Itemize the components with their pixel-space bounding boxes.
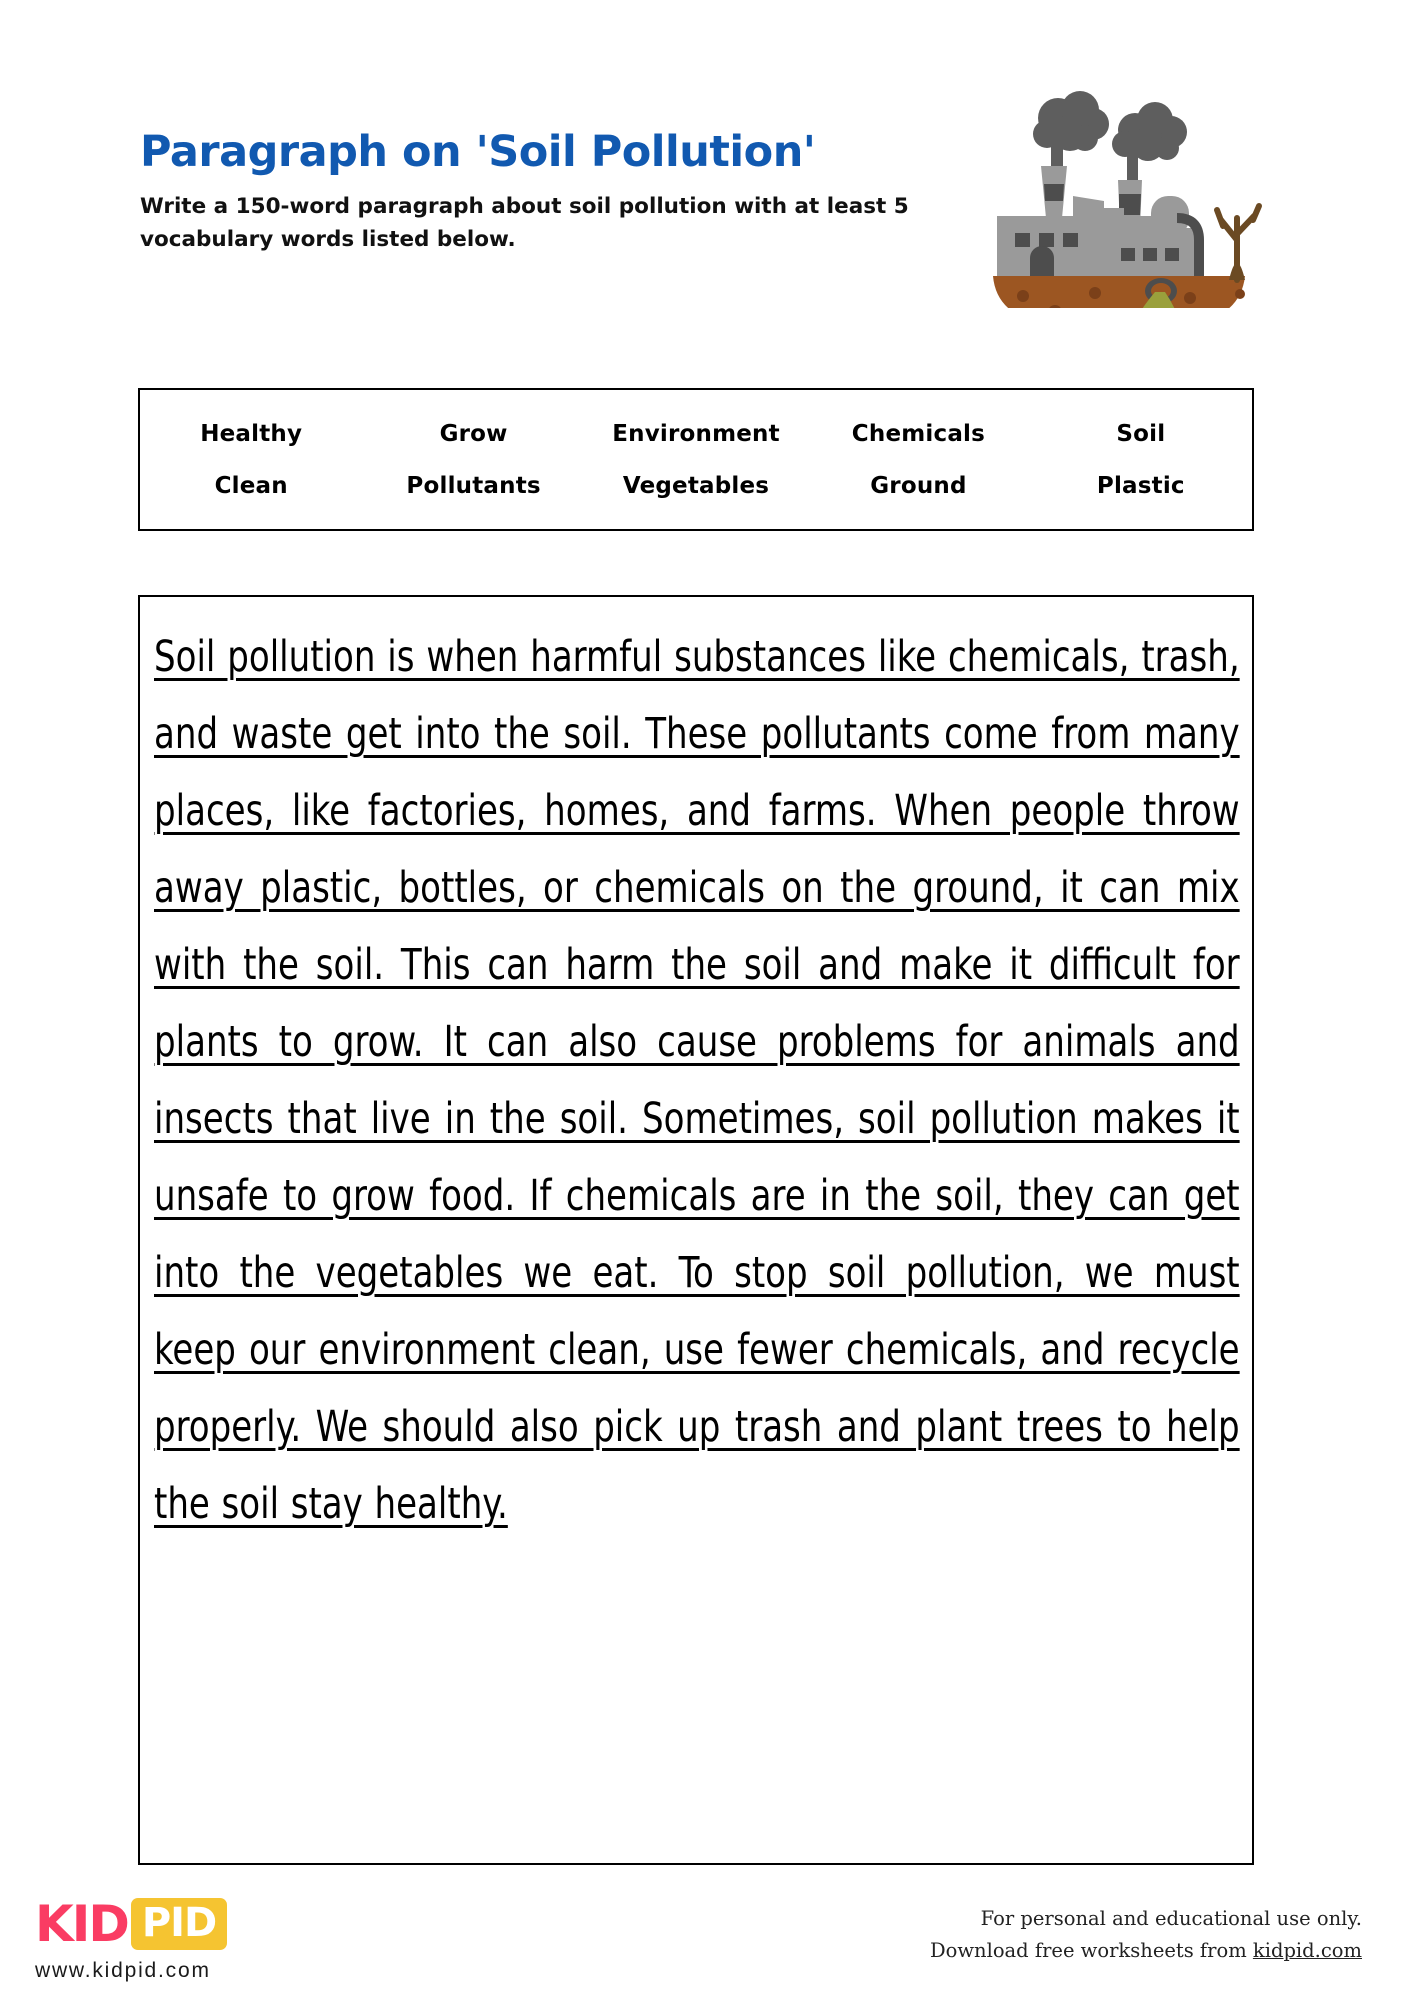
writing-answer-box[interactable] <box>138 595 1254 1865</box>
vocabulary-word: Environment <box>612 420 780 447</box>
factory-building <box>997 196 1201 278</box>
logo-kid-text: KID <box>35 1895 128 1953</box>
footer-note-line-2 <box>930 1935 1362 1967</box>
smoke-cloud-left <box>1033 91 1109 166</box>
page-title: Paragraph on 'Soil Pollution' <box>140 127 816 177</box>
chimney-left <box>1041 166 1067 218</box>
handwritten-paragraph: Soil pollution is when harmful substances like chemicals, trash, and waste get into the soil. These pollutants come from many places, like factories, homes, and farms. When people throw away plastic, bottles, or chemicals on the ground, it can mix with the soil. This can harm the soil and make it difficult for plants to grow. It can also cause problems for animals and insects that live in the soil. Sometimes, soil pollution makes it unsafe to grow food. If chemicals are in the soil, they can get into the vegetables we eat. To stop soil pollution, we must keep our environment clean, use fewer chemicals, and recycle properly. We should also pick up trash and plant trees to help the soil stay healthy. <box>154 632 1240 1529</box>
website-url: www.kidpid.com <box>35 1959 211 1982</box>
vocabulary-word: Clean <box>214 472 288 499</box>
vocabulary-word: Ground <box>870 472 967 499</box>
polluting-factory-illustration <box>975 68 1265 308</box>
logo-pid-text: PID <box>131 1898 227 1950</box>
vocabulary-word: Plastic <box>1096 472 1185 499</box>
soil-ground <box>993 276 1245 308</box>
kidpid-logo-block <box>35 1895 295 1983</box>
kidpid-logo <box>35 1895 295 1953</box>
vocabulary-word: Vegetables <box>622 472 770 499</box>
footer-usage-note <box>930 1903 1362 1966</box>
vocabulary-word: Chemicals <box>851 420 986 447</box>
vocabulary-row <box>140 421 1252 447</box>
vocabulary-row <box>140 473 1252 499</box>
vocabulary-word: Grow <box>439 420 508 447</box>
kidpid-link[interactable]: kidpid.com <box>1252 1938 1362 1962</box>
footer-note-prefix: Download free worksheets from <box>929 1938 1253 1962</box>
footer-note-line-1: For personal and educational use only. <box>980 1907 1362 1930</box>
vocabulary-word-box <box>138 388 1254 531</box>
vocabulary-word: Healthy <box>200 420 303 447</box>
vocabulary-word: Soil <box>1116 420 1166 447</box>
vocabulary-word: Pollutants <box>406 472 541 499</box>
worksheet-header <box>140 127 950 256</box>
instructions-text: Write a 150-word paragraph about soil pollution with at least 5 vocabulary words listed below. <box>140 194 909 252</box>
smoke-cloud-right <box>1112 102 1187 182</box>
